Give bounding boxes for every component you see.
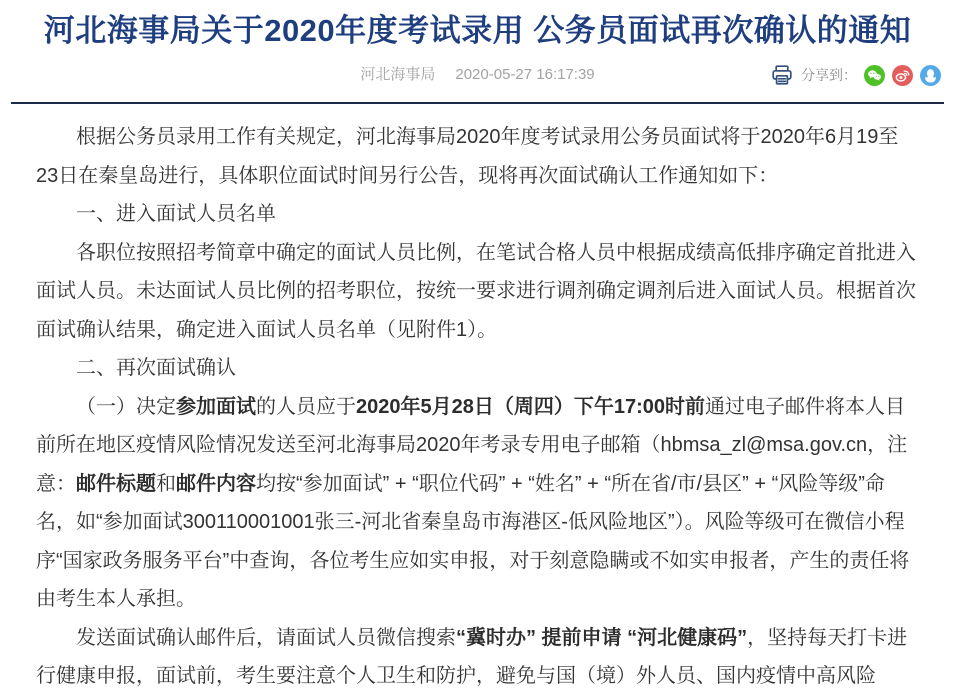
share-bar: [770, 58, 941, 92]
paragraph-bold-run: 邮件内容: [176, 472, 256, 495]
publish-datetime: 2020-05-27 16:17:39: [455, 66, 595, 83]
paragraph-bold-run: 2020年5月28日（周四）下午17:00时前: [356, 395, 706, 418]
paragraph-bold-run: 邮件标题: [76, 472, 156, 495]
paragraph-run: 均按“参加面试” + “职位代码” + “姓名” + “所在省/市/县区” + “风险等级”命名，如“参加面试300110001001张三-河北省秦皇岛市海港区-低风险地区”）。风险等级可在微信小程序“国家政务服务平台”中查询，各位考生应如实申报，对于刻意隐瞒或不如实申报者，产生的责任将由考生本人承担。: [36, 472, 910, 610]
paragraph-run: 的人员应于: [256, 395, 356, 418]
paragraph-bold-run: “冀时办” 提前申请 “河北健康码”: [456, 626, 748, 649]
paragraph: [36, 619, 919, 696]
meta-row: [0, 58, 955, 92]
paragraph-run: 根据公务员录用工作有关规定，河北海事局2020年度考试录用公务员面试将于2020年6月19至23日在秦皇岛进行，具体职位面试时间另行公告，现将再次面试确认工作通知如下：: [36, 126, 899, 187]
paragraph-run: 各职位按照招考简章中确定的面试人员比例，在笔试合格人员中根据成绩高低排序确定首批进入面试人员。未达面试人员比例的招考职位，按统一要求进行调剂确定调剂后进入面试人员。根据首次面试确认结果，确定进入面试人员名单（见附件1）。: [36, 241, 916, 341]
paragraph-run: 通过电子邮件将本人目前所在地区疫情风险情况发送至河北海事局2020年考录专用电子邮箱（hbmsa_zl@msa.gov.cn，注意：: [36, 395, 908, 495]
paragraph-run: （一）决定: [76, 395, 176, 418]
paragraph: [36, 195, 919, 234]
paragraph-run: 一、进入面试人员名单: [76, 203, 276, 225]
printer-icon[interactable]: [770, 63, 794, 87]
qq-share-icon[interactable]: [920, 65, 941, 86]
article-body: [0, 104, 955, 696]
paragraph: [36, 388, 919, 619]
paragraph-run: 发送面试确认邮件后，请面试人员微信搜索: [76, 626, 456, 649]
page-title: 河北海事局关于2020年度考试录用 公务员面试再次确认的通知: [43, 13, 912, 48]
weibo-share-icon[interactable]: [892, 65, 913, 86]
paragraph-run: 二、再次面试确认: [76, 357, 236, 379]
paragraph-run: ，坚持每天打卡进行健康申报，面试前，考生要注意个人卫生和防护，避免与国（境）外人员、国内疫情中高风险: [36, 626, 908, 687]
paragraph-run: 和: [156, 472, 176, 495]
paragraph: [36, 118, 919, 195]
share-label: 分享到：: [801, 67, 857, 83]
source-name: 河北海事局: [360, 66, 436, 83]
paragraph: [36, 234, 919, 350]
paragraph: [36, 349, 919, 388]
wechat-share-icon[interactable]: [864, 65, 885, 86]
paragraph-bold-run: 参加面试: [176, 395, 256, 418]
notice-header: [0, 0, 955, 92]
